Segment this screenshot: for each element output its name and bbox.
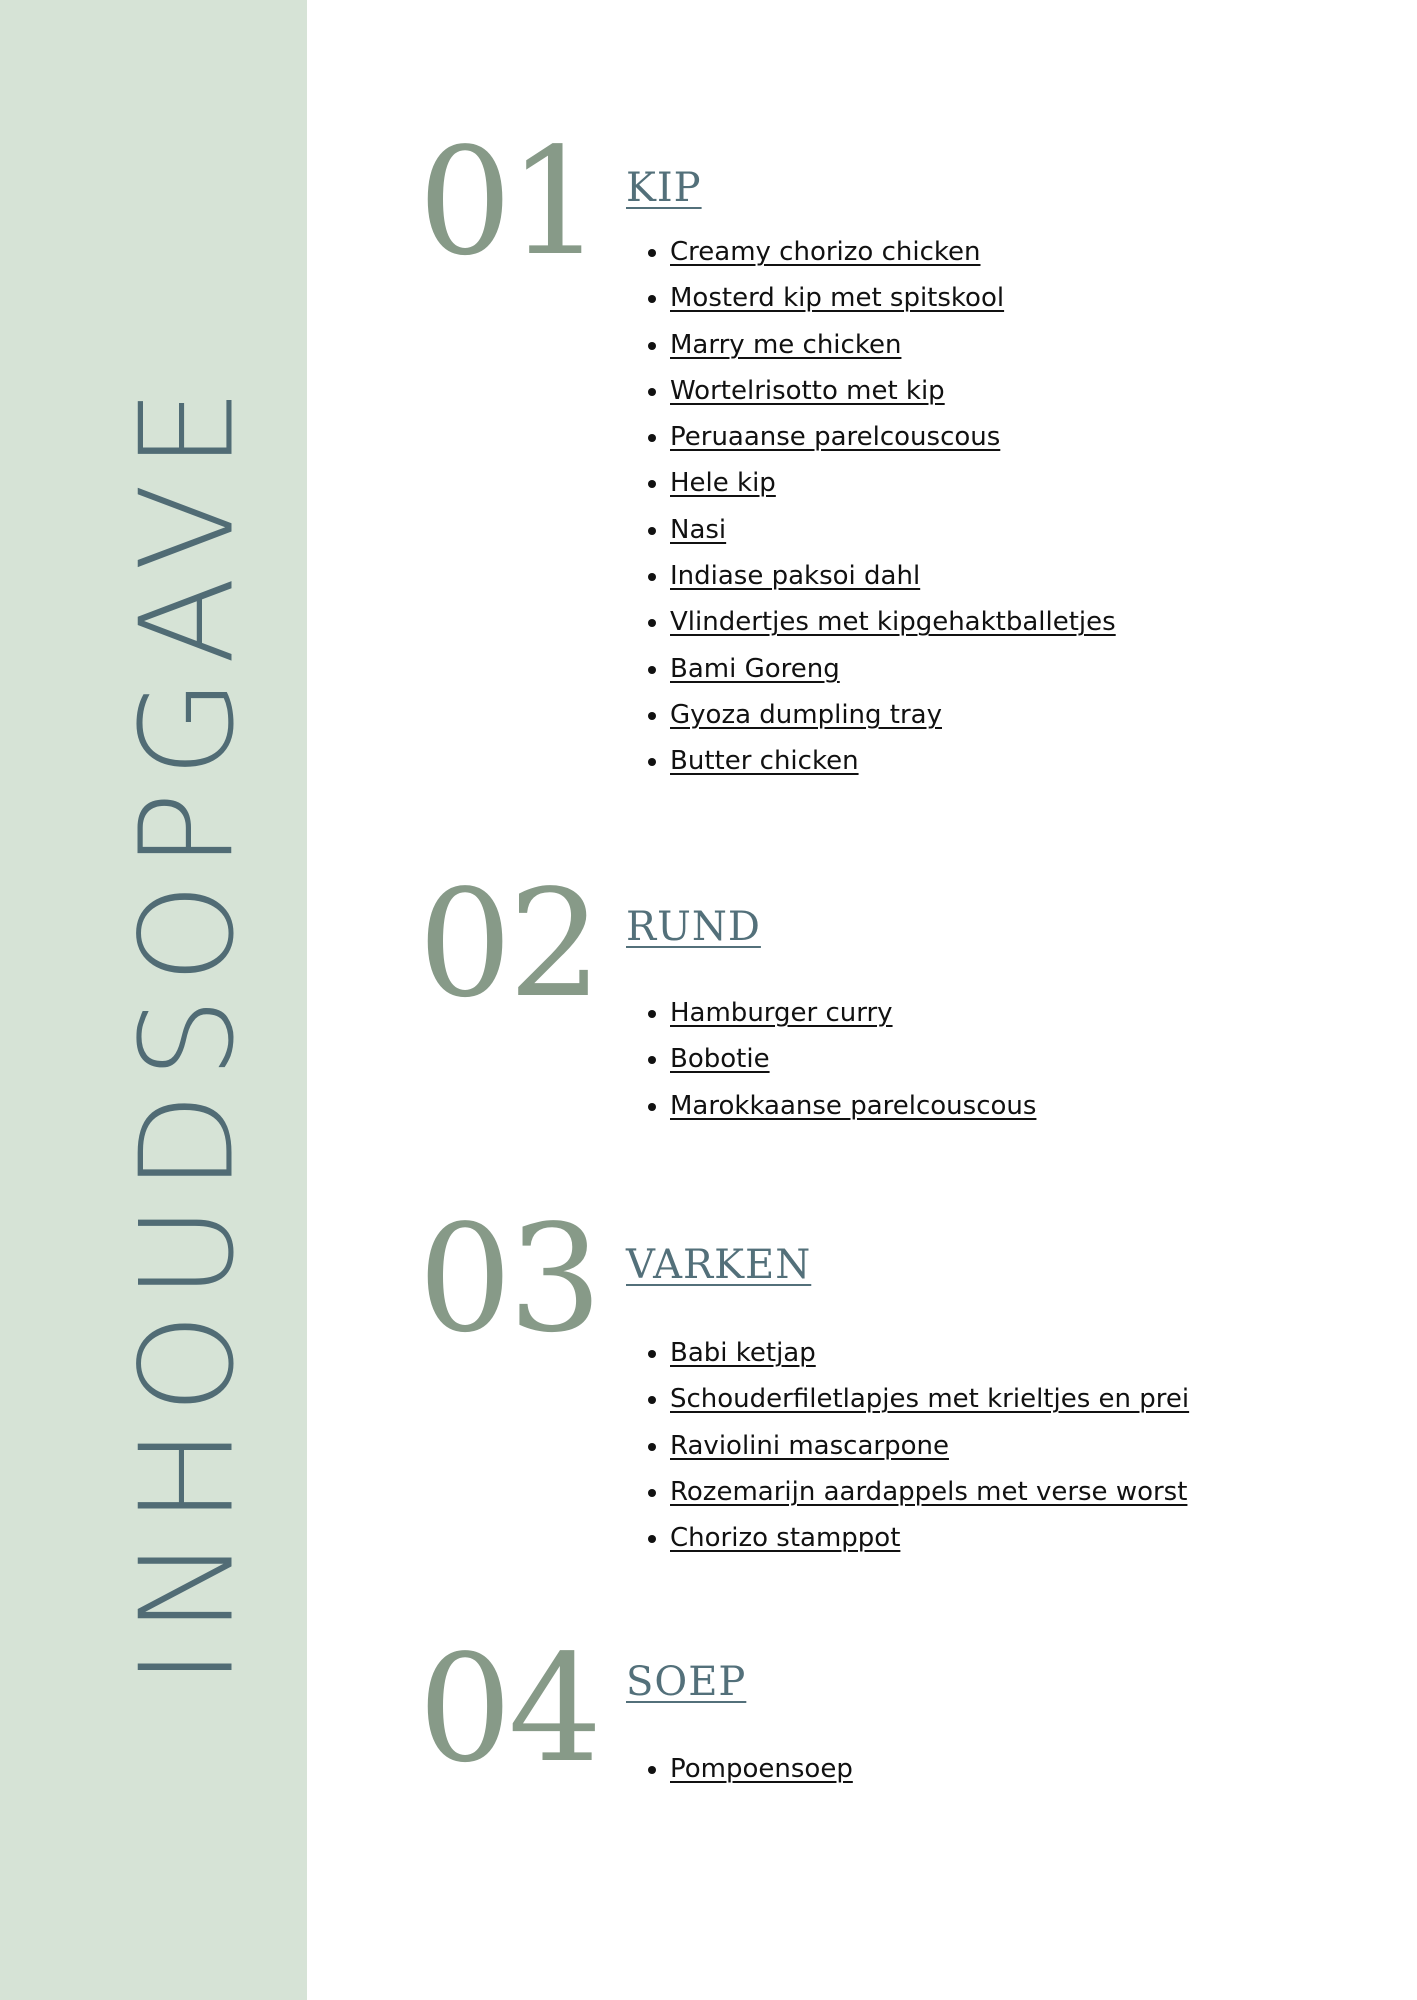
- recipe-list: [626, 1330, 1189, 1561]
- recipe-list: [626, 229, 1116, 785]
- recipe-link[interactable]: Babi ketjap: [670, 1338, 816, 1368]
- recipe-link[interactable]: Marry me chicken: [670, 329, 902, 360]
- recipe-list: [626, 990, 1036, 1129]
- list-item: [670, 1376, 1189, 1422]
- list-item: [670, 599, 1116, 645]
- section-number: 01: [418, 116, 599, 288]
- recipe-link[interactable]: Rozemarijn aardappels met verse worst: [670, 1476, 1188, 1507]
- recipe-link[interactable]: Bobotie: [670, 1044, 770, 1075]
- recipe-list: [626, 1746, 853, 1792]
- list-item: [670, 414, 1116, 460]
- list-item: [670, 1515, 1189, 1561]
- list-item: [670, 322, 1116, 368]
- recipe-link[interactable]: Butter chicken: [670, 746, 859, 777]
- list-item: [670, 229, 1116, 275]
- recipe-link[interactable]: Hamburger curry: [670, 998, 893, 1028]
- list-item: [670, 738, 1116, 784]
- recipe-link[interactable]: Raviolini mascarpone: [670, 1430, 949, 1461]
- recipe-link[interactable]: Bami Goreng: [670, 653, 840, 684]
- section-title[interactable]: RUND: [626, 904, 761, 950]
- page-title: INHOUDSOPGAVE: [113, 374, 263, 1686]
- list-item: [670, 275, 1116, 321]
- recipe-link[interactable]: Wortelrisotto met kip: [670, 375, 945, 406]
- list-item: [670, 507, 1116, 553]
- recipe-link[interactable]: Chorizo stamppot: [670, 1523, 901, 1554]
- list-item: [670, 646, 1116, 692]
- section-title[interactable]: SOEP: [626, 1659, 747, 1705]
- recipe-link[interactable]: Nasi: [670, 514, 727, 545]
- sidebar: [0, 0, 307, 2000]
- list-item: [670, 368, 1116, 414]
- recipe-link[interactable]: Peruaanse parelcouscous: [670, 422, 1001, 453]
- section-number: 02: [418, 858, 599, 1030]
- list-item: [670, 692, 1116, 738]
- recipe-link[interactable]: Schouderfiletlapjes met krieltjes en prei: [670, 1384, 1190, 1415]
- recipe-link[interactable]: Vlindertjes met kipgehaktballetjes: [670, 607, 1116, 638]
- list-item: [670, 1423, 1189, 1469]
- recipe-link[interactable]: Mosterd kip met spitskool: [670, 283, 1005, 314]
- list-item: [670, 1330, 1189, 1376]
- list-item: [670, 990, 1036, 1036]
- recipe-link[interactable]: Gyoza dumpling tray: [670, 699, 942, 730]
- section-number: 04: [418, 1623, 599, 1795]
- list-item: [670, 553, 1116, 599]
- recipe-link[interactable]: Creamy chorizo chicken: [670, 237, 981, 267]
- list-item: [670, 1036, 1036, 1082]
- recipe-link[interactable]: Pompoensoep: [670, 1754, 853, 1784]
- list-item: [670, 1469, 1189, 1515]
- section-title[interactable]: KIP: [626, 165, 702, 211]
- list-item: [670, 1083, 1036, 1129]
- section-number: 03: [418, 1193, 599, 1365]
- recipe-link[interactable]: Marokkaanse parelcouscous: [670, 1090, 1037, 1121]
- recipe-link[interactable]: Hele kip: [670, 468, 776, 499]
- list-item: [670, 460, 1116, 506]
- section-title[interactable]: VARKEN: [626, 1242, 812, 1288]
- recipe-link[interactable]: Indiase paksoi dahl: [670, 561, 921, 592]
- list-item: [670, 1746, 853, 1792]
